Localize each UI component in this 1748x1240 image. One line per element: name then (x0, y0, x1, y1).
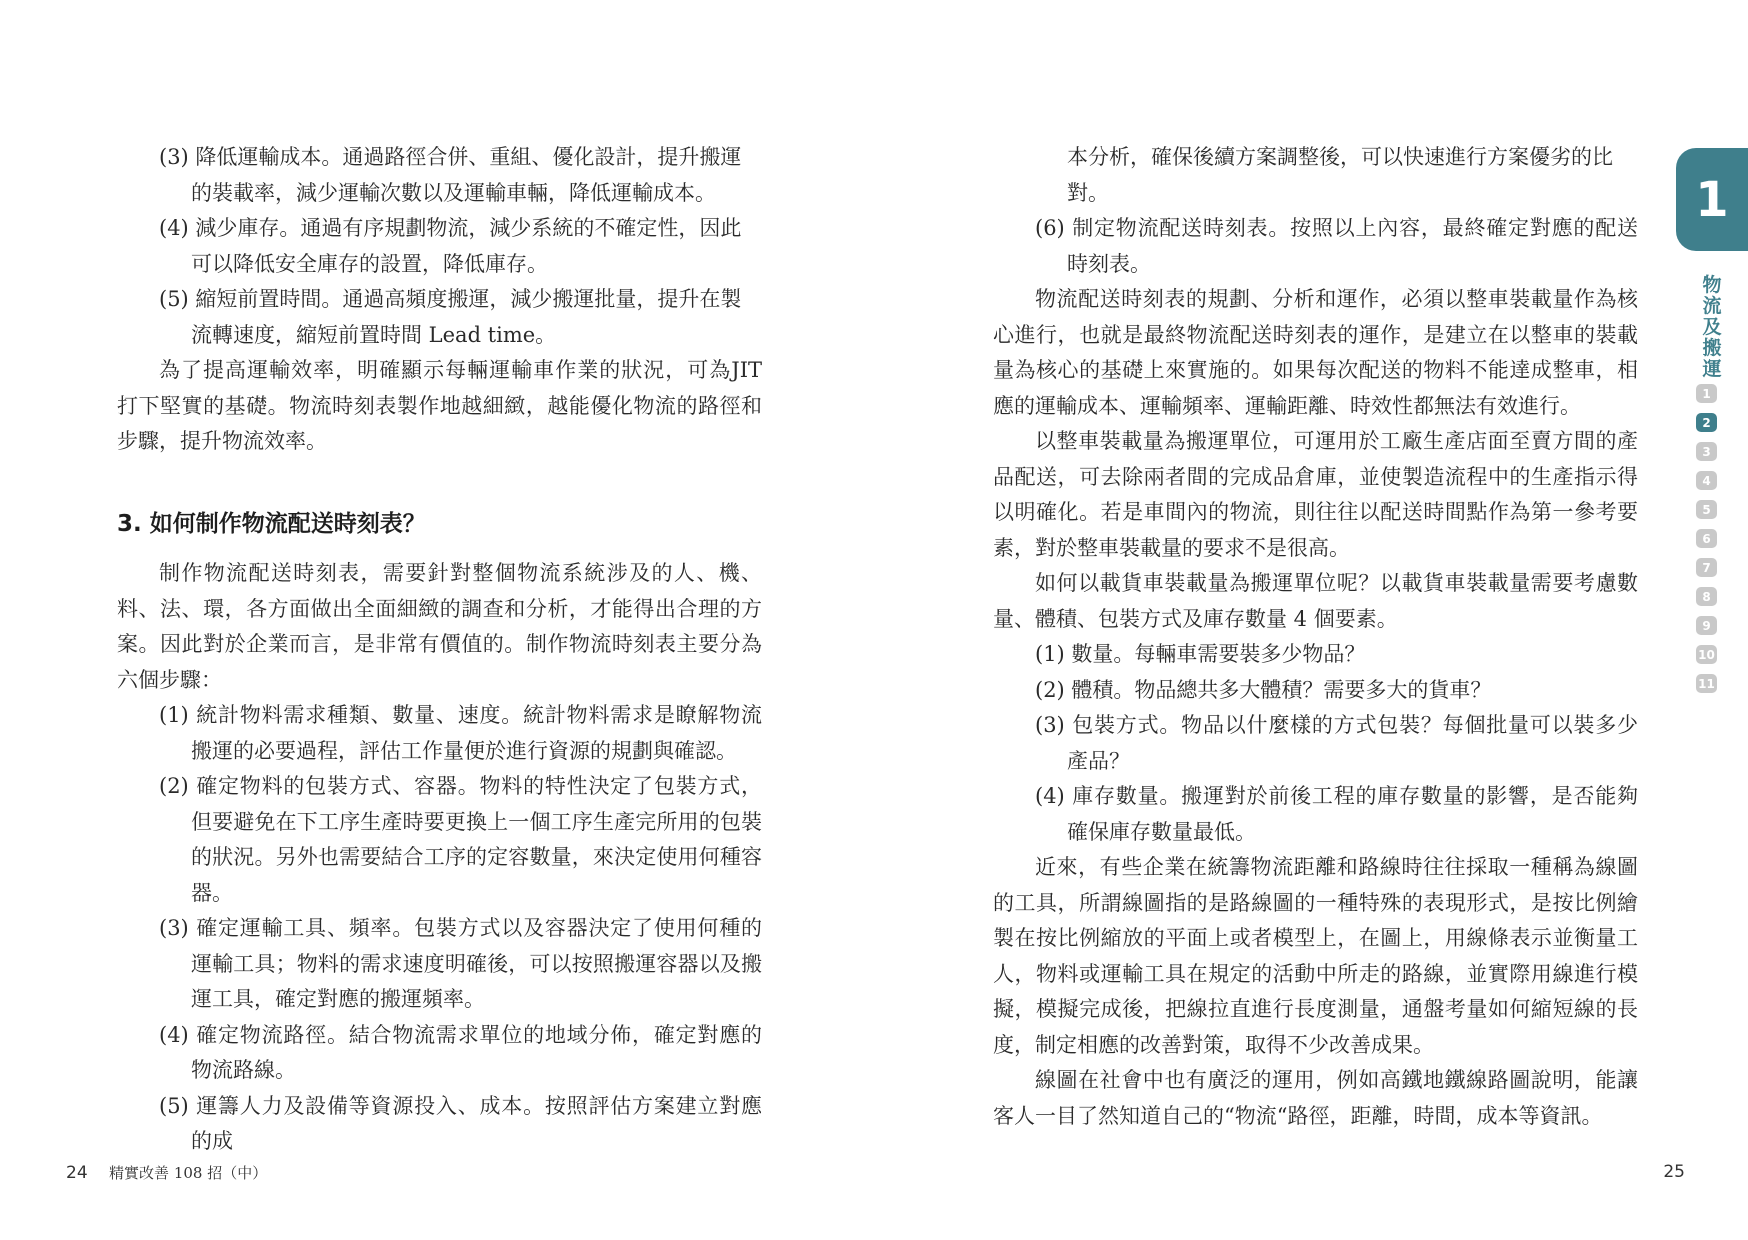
section-index-item-9[interactable]: 9 (1696, 616, 1717, 635)
page-number-right: 25 (1663, 1162, 1685, 1182)
chapter-tab[interactable]: 1 (1676, 148, 1748, 251)
chapter-title-char: 物 (1702, 274, 1722, 296)
factor-4: (4) 庫存數量。搬運對於前後工程的庫存數量的影響，是否能夠確保庫存數量最低。 (1035, 784, 1638, 844)
section-index-item-3[interactable]: 3 (1696, 442, 1717, 461)
chapter-title-char: 運 (1702, 358, 1722, 380)
chapter-title-char: 搬 (1702, 337, 1722, 359)
section-index-item-7[interactable]: 7 (1696, 558, 1717, 577)
section-index-item-11[interactable]: 11 (1696, 674, 1717, 693)
step-6: (6) 制定物流配送時刻表。按照以上內容，最終確定對應的配送時刻表。 (1035, 216, 1638, 276)
step-4: (4) 確定物流路徑。結合物流需求單位的地域分佈，確定對應的物流路線。 (159, 1022, 762, 1082)
section-index-item-10[interactable]: 10 (1696, 645, 1717, 664)
left-page-body (117, 140, 762, 1160)
section-index (1696, 384, 1718, 703)
section-index-item-2[interactable]: 2 (1696, 413, 1717, 432)
section-index-item-8[interactable]: 8 (1696, 587, 1717, 606)
step-3: (3) 確定運輸工具、頻率。包裝方式以及容器決定了使用何種的運輸工具；物料的需求速度明確後，可以按照搬運容器以及搬運工具，確定對應的搬運頻率。 (159, 916, 762, 1011)
factor-1: (1) 數量。每輛車需要裝多少物品？ (1035, 642, 1366, 666)
section-index-item-1[interactable]: 1 (1696, 384, 1717, 403)
left-footer (66, 1162, 267, 1183)
section-heading: 3. 如何制作物流配送時刻表？ (117, 510, 426, 537)
factor-3: (3) 包裝方式。物品以什麼樣的方式包裝？每個批量可以裝多少產品？ (1035, 713, 1638, 773)
step-5: (5) 運籌人力及設備等資源投入、成本。按照評估方案建立對應的成 (159, 1093, 762, 1153)
chapter-title (1697, 275, 1727, 380)
page-number-left: 24 (66, 1163, 88, 1183)
section-index-item-4[interactable]: 4 (1696, 471, 1717, 490)
right-page-body (993, 140, 1638, 1134)
paragraph: 物流配送時刻表的規劃、分析和運作，必須以整車裝載量作為核心進行，也就是最終物流配送時刻表的運作，是建立在以整車的裝載量為核心的基礎上來實施的。如果每次配送的物料不能達成整車，相應的運輸成本、運輸頻率、運輸距離、時效性都無法有效進行。 (993, 287, 1638, 418)
book-title: 精實改善 108 招（中） (109, 1164, 268, 1182)
step-1: (1) 統計物料需求種類、數量、速度。統計物料需求是瞭解物流搬運的必要過程，評估工作量便於進行資源的規劃與確認。 (159, 703, 762, 763)
point-3: (3) 降低運輸成本。通過路徑合併、重組、優化設計，提升搬運 的裝載率，減少運輸次數以及運輸車輛，降低運輸成本。 (159, 145, 742, 205)
paragraph: 為了提高運輸效率，明確顯示每輛運輸車作業的狀況，可為JIT 打下堅實的基礎。物流時刻表製作地越細緻，越能優化物流的路徑和步驟，提升物流效率。 (117, 358, 762, 453)
paragraph: 近來，有些企業在統籌物流距離和路線時往往採取一種稱為線圖的工具，所謂線圖指的是路線圖的一種特殊的表現形式，是按比例繪製在按比例縮放的平面上或者模型上，在圖上，用線條表示並衡量工人，物料或運輸工具在規定的活動中所走的路線，並實際用線進行模擬，模擬完成後，把線拉直進行長度測量，通盤考量如何縮短線的長度，制定相應的改善對策，取得不少改善成果。 (993, 855, 1638, 1057)
point-4: (4) 減少庫存。通過有序規劃物流，減少系統的不確定性，因此 可以降低安全庫存的設置，降低庫存。 (159, 216, 742, 276)
paragraph: 如何以載貨車裝載量為搬運單位呢？以載貨車裝載量需要考慮數量、體積、包裝方式及庫存數量 4 個要素。 (993, 571, 1638, 631)
step-5-continued: 本分析，確保後續方案調整後，可以快速進行方案優劣的比對。 (1067, 145, 1613, 205)
paragraph: 以整車裝載量為搬運單位，可運用於工廠生產店面至賣方間的產品配送，可去除兩者間的完成品倉庫，並使製造流程中的生產指示得以明確化。若是車間內的物流，則往往以配送時間點作為第一參考要素，對於整車裝載量的要求不是很高。 (993, 429, 1638, 560)
chapter-title-char: 流 (1702, 295, 1722, 317)
point-5: (5) 縮短前置時間。通過高頻度搬運，減少搬運批量，提升在製 流轉速度，縮短前置時間 Lead time。 (159, 287, 742, 347)
paragraph: 制作物流配送時刻表，需要針對整個物流系統涉及的人、機、料、法、環，各方面做出全面細緻的調查和分析，才能得出合理的方案。因此對於企業而言，是非常有價值的。制作物流時刻表主要分為六個步驟： (117, 561, 762, 692)
section-index-item-5[interactable]: 5 (1696, 500, 1717, 519)
step-2: (2) 確定物料的包裝方式、容器。物料的特性決定了包裝方式，但要避免在下工序生產時要更換上一個工序生產完所用的包裝的狀況。另外也需要結合工序的定容數量，來決定使用何種容器。 (159, 774, 762, 905)
section-index-item-6[interactable]: 6 (1696, 529, 1717, 548)
factor-2: (2) 體積。物品總共多大體積？需要多大的貨車？ (1035, 677, 1492, 702)
paragraph: 線圖在社會中也有廣泛的運用，例如高鐵地鐵線路圖說明，能讓客人一目了然知道自己的“物流“路徑，距離，時間，成本等資訊。 (993, 1068, 1638, 1128)
chapter-title-char: 及 (1702, 316, 1722, 338)
